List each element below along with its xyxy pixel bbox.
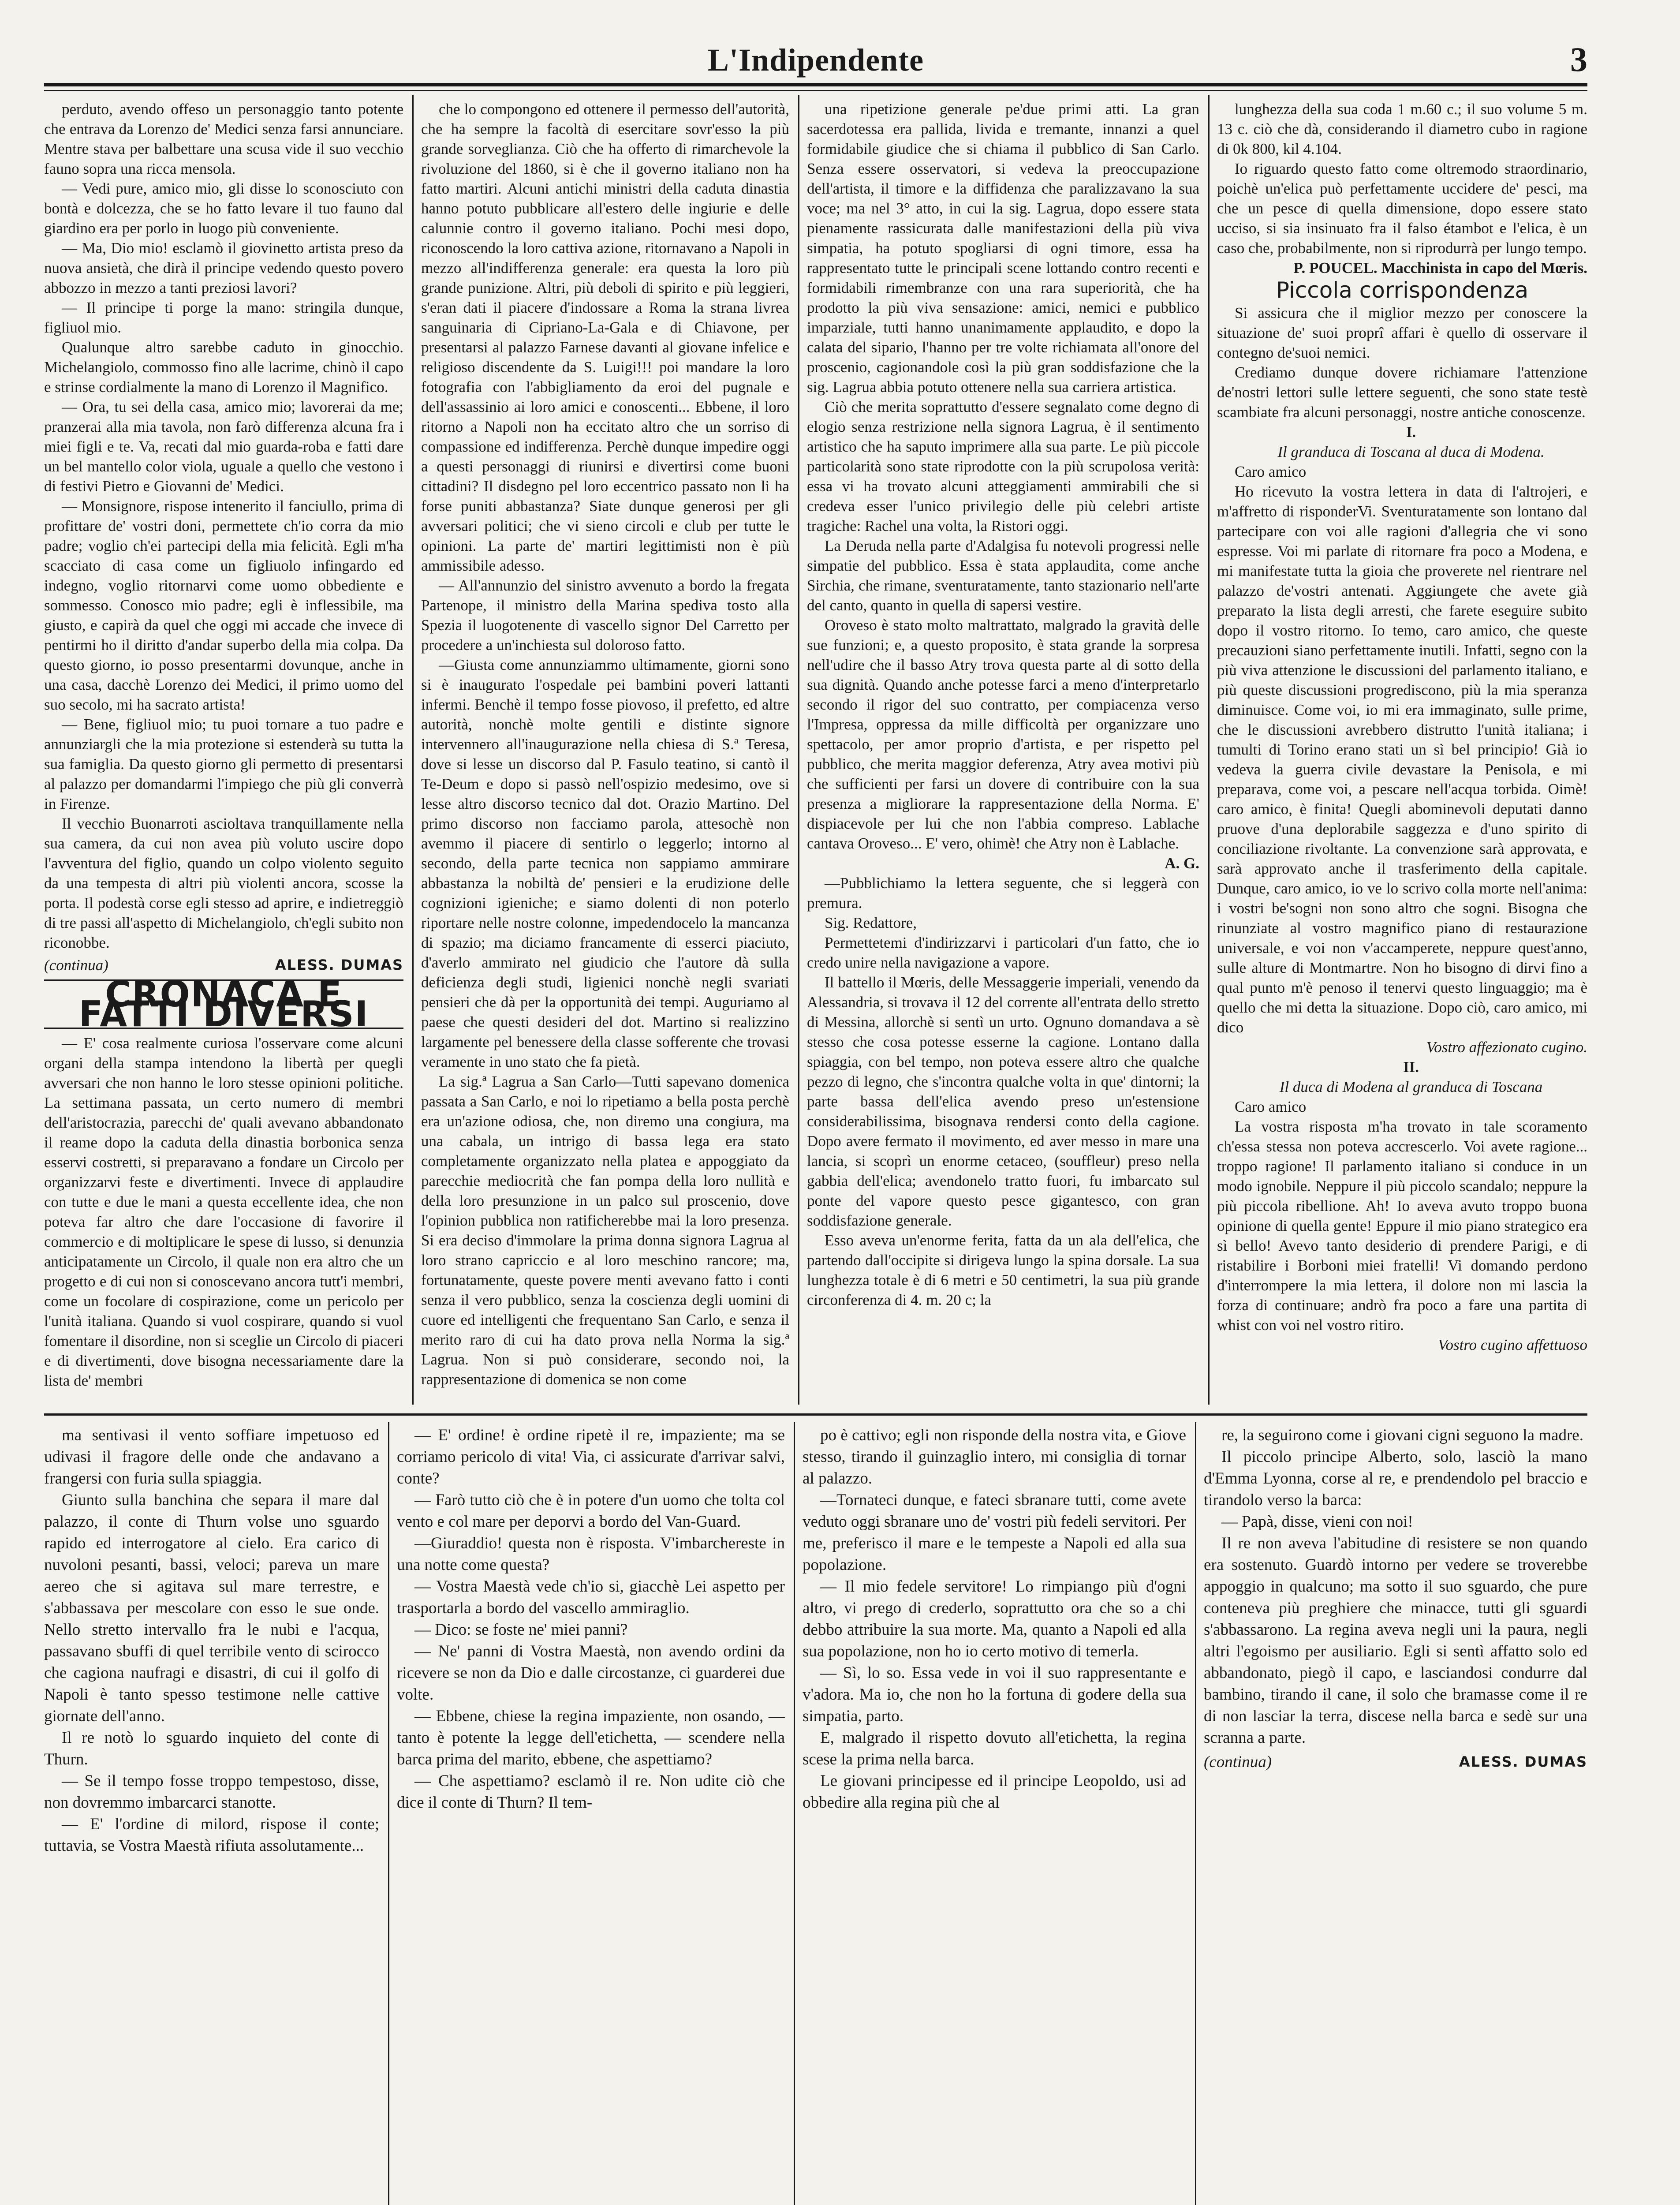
story-paragraph: Il re notò lo sguardo inquieto del conte di Thurn. — [44, 1729, 379, 1768]
article-paragraph: perduto, avendo offeso un personaggio tanto potente che entrava da Lorenzo de' Medici senza farsi annunciare. Mentre stava per balbettare una scusa vide il suo vecchio fauno sopra una ricca mensola. — [44, 101, 403, 177]
news-item: — E' cosa realmente curiosa l'osservare come alcuni organi della stampa intendono la libertà per quegli avversari che non hanno le loro stesse opinioni politiche. La settimana passata, un certo numero di membri dell'aristocrazia, parecchi de' quali avevano abbandonato il reame dopo la caduta della dinastia borbonica senza esservi costretti, si preparavano a fondare un Circolo per organizzarvi feste e divertimenti. Invece di applaudire con tutte e due le mani a questa eccellente idea, che non poteva far altro che dare l'occasione di favorire il commercio e di moltiplicare le spese di lusso, si denunzia anticipatamente un Circolo, il quale non era altro che un progetto e di cui non si conoscevano ancora tutt'i membri, come un focolare di cospirazione, come un pericolo per l'unità italiana. Quando si vuol cospirare, quando si vuol fomentare il disordine, non si sceglie un Circolo di piaceri e di divertimenti, dove bisogna necessariamente dare la lista de' membri — [44, 1035, 403, 1389]
column-divider — [1195, 1422, 1196, 2205]
story-paragraph: Il piccolo principe Alberto, solo, lasciò la mano d'Emma Lyonna, corse al re, e prendendolo pel braccio e tirandolo verso la barca: — [1204, 1448, 1587, 1509]
letter-heading: Il granduca di Toscana al duca di Modena. — [1277, 443, 1545, 460]
continua-label: (continua) — [1204, 1753, 1272, 1771]
letter-paragraph: Io riguardo questo fatto come oltremodo straordinario, poichè un'elica può perfettamente uccidere de' pesci, ma che un pesce di quella dimensione, dopo essere stato ucciso, si sia insinuato fra il falso étambot e l'elica, è un caso che, probabilmente, non si riprodurrà per lungo tempo. — [1217, 160, 1587, 257]
letter-signature: P. POUCEL. Macchinista in capo del Mœris. — [1293, 259, 1587, 277]
letter-paragraph: Permettetemi d'indirizzarvi i particolari d'un fatto, che io credo unire nella navigazione a vapore. — [807, 934, 1199, 971]
article-paragraph: — Monsignore, rispose intenerito il fanciullo, prima di profittare de' vostri doni, permettete ch'io corra da mio padre; voglio ch'ei partecipi della mia felicità. Egli m'ha scacciato di casa come un figliuolo infingardo ed indegno, voglio ritornarvi come uomo obbediente e sommesso. Conosco mio padre; egli è inflessibile, ma giusto, e capirà da quel che oggi mi accade che invece di pentirmi ho il diritto d'andar superbo della mia colpa. Da questo giorno, io posso presentarmi dovunque, anche in una casa, dacchè Lorenzo dei Medici, il primo uomo del suo secolo, mi ha sacrato artista! — [44, 497, 403, 713]
story-paragraph: — Il mio fedele servitore! Lo rimpiango più d'ogni altro, vi prego di crederlo, soprattutto ora che so a chi debbo attribuire la sua morte. Ma, quanto a Napoli ed alla sua popolazione, non ho io certo motivo di temerla. — [803, 1577, 1186, 1660]
feuilleton-column-2 — [397, 1424, 785, 2205]
feuilleton-column-3 — [803, 1424, 1186, 2205]
story-paragraph: — Sì, lo so. Essa vede in voi il suo rappresentante e v'adora. Ma io, che non ho la fortuna di godere della sua simpatia, parto. — [803, 1664, 1186, 1725]
story-paragraph: Le giovani principesse ed il principe Leopoldo, usi ad obbedire alla regina più che al — [803, 1772, 1186, 1812]
article-paragraph: — Bene, figliuol mio; tu puoi tornare a tuo padre e annunziargli che la mia protezione si estenderà su tutta la sua famiglia. Da questo giorno gli permetto di presentarsi al palazzo per domandarmi l'impiego che più gli converrà in Firenze. — [44, 716, 403, 812]
intro-paragraph: Si assicura che il miglior mezzo per conoscere la situazione de' suoi proprî affari è quello di osservare il contegno de'suoi nemici. — [1217, 304, 1587, 361]
article-paragraph: — Ma, Dio mio! esclamò il giovinetto artista preso da nuova ansietà, che dirà il principe vedendo questo povero abbozzo in mezzo a tanti preziosi lavori? — [44, 239, 403, 296]
article-paragraph: Qualunque altro sarebbe caduto in ginocchio. Michelangiolo, commosso fino alle lacrime, chinò il capo e strinse cordialmente la mano di Lorenzo il Magnifico. — [44, 339, 403, 396]
story-paragraph: — E' ordine! è ordine ripetè il re, impaziente; ma se corriamo pericolo di vita! Via, ci assicurate d'arrivar salvi, conte? — [397, 1426, 785, 1487]
story-paragraph: — Che aspettiamo? esclamò il re. Non udite ciò che dice il conte di Thurn? Il tem- — [397, 1772, 785, 1812]
news-item: La sig.ª Lagrua a San Carlo—Tutti sapevano domenica passata a San Carlo, e noi lo ripetiamo a bella posta perchè era un'azione odiosa, che, non diremo una congiura, ma una cabala, un intrigo di bassa lega era stato completamente organizzato nella platea e appoggiato da parecchie mediocrità che fan pompa della loro nullità e della loro presunzione in un palco sul proscenio, dove l'opinion pubblica non ratificherebbe mai la loro presenza. Si era deciso d'immolare la prima donna signora Lagrua al loro strano capriccio e al loro meschino rancore; ma, fortunatamente, queste povere menti avevano fatto i conti senza il vero pubblico, senza la coscienza degli uomini di cuore ed intelligenti che frequentano San Carlo, e senza il merito raro di cui ha dato prova nella Norma la sig.ª Lagrua. Non si può considerare, secondo noi, la rappresentazione di domenica se non come — [421, 1073, 789, 1388]
story-paragraph: E, malgrado il rispetto dovuto all'etichetta, la regina scese la prima nella barca. — [803, 1729, 1186, 1768]
author-name: ALESS. DUMAS — [1459, 1753, 1587, 1770]
letter-number: II. — [1403, 1058, 1419, 1076]
column-divider — [388, 1422, 389, 2205]
continuation-line — [44, 955, 403, 975]
letter-salutation: Sig. Redattore, — [825, 914, 917, 931]
news-item: La Deruda nella parte d'Adalgisa fu notevoli progressi nelle simpatie del pubblico. Essa è stata applaudita, come anche Sirchia, che rimane, sventuratamente, tanto stazionario nell'arte del canto, quanto in quella di sapersi vestire. — [807, 537, 1199, 614]
news-item: una ripetizione generale pe'due primi atti. La gran sacerdotessa era pallida, livida e tremante, innanzi a quel formidabile giudice che si chiama il pubblico di San Carlo. Senza essere osservatori, si vedeva la preoccupazione dell'artista, il timore e la diffidenza che paralizzavano la sua voce; ma nel 3° atto, in cui la sig. Lagrua, dopo essere stata pienamente rassicurata dalle manifestazioni della più viva simpatia, ha potuto spogliarsi di ogni timore, essa ha rappresentato tutte le principali scene lottando contro recenti e formidabili rimembranze con una rara superiorità, che ha prodotto la più viva sensazione: amici, nemici e pubblico imparziale, tutti hanno unanimamente applaudito, e dopo la calata del sipario, l'hanno per tre volte richiamata all'onore del proscenio, cagionandole così la più gran soddisfazione che la sig. Lagrua abbia potuto ottenere nella sua carriera artistica. — [807, 101, 1199, 396]
continuation-line — [1204, 1751, 1587, 1773]
story-paragraph: re, la seguirono come i giovani cigni seguono la madre. — [1221, 1426, 1583, 1444]
news-item: —Giusta come annunziammo ultimamente, giorni sono si è inaugurato l'ospedale pei bambini poveri lattanti infermi. Benchè il tempo fosse piovoso, il prefetto, ed altre autorità, nonchè molte gentili e distinte signore intervennero all'inaugurazione nella chiesa di S.ª Teresa, dove si lesse un discorso dal P. Fasulo teatino, si cantò il Te-Deum e dopo si passò nell'ospizio medesimo, ove si lesse altro discorso tecnico dal dot. Orazio Martino. Del primo discorso non facciamo parola, attesochè non avemmo il piacere di sentirlo o leggerlo; intorno al secondo, della parte tecnica non sappiamo ammirare abbastanza la nobiltà de' pensieri e la erudizione delle cognizioni igieniche; e siamo dolenti di non poterlo riportare nelle nostre colonne, impedendocelo la mancanza di spazio; ma diciamo francamente di esserci piaciuto, d'averlo ammirato nel giudicio che l'autore dà sulla deficienza degli studi, ligienici nonchè negli svariati pensieri che dà per la opportunità dei tempi. Auguriamo al paese che questi desideri del dot. Martino si realizzino largamente pel benessere della classe sofferente che trovasi veramente in uno stato che fa pietà. — [421, 656, 789, 1070]
news-item: —Pubblichiamo la lettera seguente, che si leggerà con premura. — [807, 875, 1199, 912]
story-paragraph: —Tornateci dunque, e fateci sbranare tutti, come avete veduto oggi sbranare uno de' vostri più fedeli servitori. Per me, preferisco il mare e le tempeste a Napoli ed alla sua popolazione. — [803, 1491, 1186, 1574]
story-paragraph: — Se il tempo fosse troppo tempestoso, disse, non dovremmo imbarcarci stanotte. — [44, 1772, 379, 1812]
section-title: Piccola corrispondenza — [1276, 277, 1529, 303]
letter-salutation: Caro amico — [1235, 1098, 1307, 1115]
letter-paragraph: Esso aveva un'enorme ferita, fatta da un ala dell'elica, che partendo dall'occipite si dirigeva lungo la spina dorsale. La sua lunghezza totale è di 6 metri e 50 centimetri, la sua più grande circonferenza di 4. m. 20 c; la — [807, 1232, 1199, 1308]
letter-paragraph: Il battello il Mœris, delle Messaggerie imperiali, venendo da Alessandria, si trovava il 12 del corrente all'entrata dello stretto di Messina, allorchè si sentì un urto. Ognuno domandava a sè stesso che cosa potesse esserne la cagione. Lontano dalla spiaggia, con bel tempo, non poteva essere altro che qualche pezzo di legno, che s'incontra qualche volta in que' dintorni; la parte bassa dell'elica avendo preso un'estensione considerabilissima, bisognava rendersi conto della cagione. Dopo avere fermato il movimento, ed aver messo in mare una lancia, si scoprì un enorme cetaceo, (souffleur) preso nella gabbia dell'elica; avendonelo tratto fuori, fu imbarcato sul ponte del vapore questo pesce gigantesco, con gran soddisfazione generale. — [807, 974, 1199, 1229]
letter-salutation: Caro amico — [1235, 463, 1307, 480]
column-1 — [44, 99, 403, 1409]
author-name: ALESS. DUMAS — [275, 957, 403, 973]
article-paragraph: — Il principe ti porge la mano: stringila dunque, figliuol mio. — [44, 299, 403, 336]
letter-closing: Vostro cugino affettuoso — [1438, 1336, 1587, 1353]
letter-paragraph: lunghezza della sua coda 1 m.60 c.; il suo volume 5 m. 13 c. ciò che dà, considerando il diametro cubo in ragione di 0k 800, kil 4.104. — [1217, 101, 1587, 157]
story-paragraph: — Farò tutto ciò che è in potere d'un uomo che tolta col vento e col mare per deporvi a bordo del Van-Guard. — [397, 1491, 785, 1531]
newspaper-title: L'Indipendente — [707, 42, 924, 78]
column-divider — [798, 95, 799, 1405]
news-item: — All'annunzio del sinistro avvenuto a bordo la fregata Partenope, il ministro della Marina spediva tosto alla Spezia il luogotenente di vascello signor Del Carretto per procedere a un'inchiesta sul doloroso fatto. — [421, 577, 789, 654]
letter-body: Ho ricevuto la vostra lettera in data di l'altrojeri, e m'affretto di risponderVi. Sventuratamente son lontano dal partecipare con voi alle ragioni d'allegria che vi sono espresse. Voi mi parlate di ritornare fra poco a Modena, e mi manifestate tutta la gioia che proverete nel rientrare nel palazzo de'vostri antenati. Aggiungete che avete già preparato la lista degli arresti, che farete eseguire subito dopo il vostro ritorno. Io temo, caro amico, che queste precauzioni siano perfettamente inutili. Infatti, segno con la più viva attenzione le discussioni del parlamento italiano, e più queste discussioni progrediscono, più la mia speranza diminuisce. Come voi, io mi era immaginato, sulle prime, che le discussioni avrebbero distrutto l'unità italiana; i tumulti di Torino erano stati un sì bel principio! Già io vedeva la guerra civile devastare la Penisola, e mi preparava, come voi, a pescare nell'acqua torbida. Oimè! caro amico, è finita! Quegli abominevoli deputati danno pruove d'una deplorabile saggezza e d'uno spirito di conciliazione rivoltante. La convenzione sarà approvata, e sarà approvato anche il trasferimento della capitale. Dunque, caro amico, io ve lo scrivo colla morte nell'anima: i vostri be'sogni non sono altro che sogni. Bisogna che rinunziate al vostro magnifico piano di restaurazione universale, e voi non v'accamperete, neppure quest'anno, sulle alture di Montmartre. Non ho bisogno di dirvi fino a qual punto m'è penoso il tenervi questo linguaggio; ma è quello che mi detta la situazione. Dopo ciò, caro amico, mi dico — [1217, 483, 1587, 1036]
story-paragraph: — Papà, disse, vieni con noi! — [1221, 1513, 1413, 1531]
column-2 — [421, 99, 789, 1409]
masthead-rule-thin — [44, 90, 1587, 91]
column-4 — [1217, 99, 1587, 1409]
article-paragraph: Il vecchio Buonarroti ascioltava tranquillamente nella sua camera, da cui non avea più voluto uscire dopo l'avventura del figlio, quando un colpo violento seguito da una tempesta di altri più violenti ancora, scosse la porta. Il podestà corse egli stesso ad aprire, e indietreggiò di tre passi all'aspetto di Michelangiolo, ch'egli subito non riconobbe. — [44, 815, 403, 951]
story-paragraph: Giunto sulla banchina che separa il mare dal palazzo, il conte di Thurn volse uno sguardo rapido ed interrogatore al cielo. Era carico di nuvoloni pesanti, bassi, veloci; pareva un mare aereo che si agitava sul mare terrestre, e s'abbassava per mescolare con esso le sue onde. Nello stretto intervallo fra le nubi e l'acqua, passavano sbuffi di quel terribile vento di scirocco che cagiona naufragi e disastri, di cui il golfo di Napoli è tanto spesso testimone nelle cattive giornate dell'anno. — [44, 1491, 379, 1725]
page-number: 3 — [1570, 40, 1587, 78]
article-paragraph: — Vedi pure, amico mio, gli disse lo sconosciuto con bontà e dolcezza, che se ho fatto levare il tuo fauno dal giardino era per porlo in luogo più conveniente. — [44, 180, 403, 237]
news-item: che lo compongono ed ottenere il permesso dell'autorità, che ha sempre la facoltà di esercitare sovr'esso la più grande sorveglianza. Ciò che ha offerto di rimarchevole la rivoluzione del 1860, si è che il governo italiano non ha fatto martiri. Alcuni antichi ministri della caduta dinastia hanno potuto pubblicare all'estero delle ingiurie e delle calunnie contro il governo italiano. Pochi mesi dopo, riconoscendo la loro cattiva azione, ritornavano a Napoli in mezzo all'indifferenza generale: era questa la loro più grande punizione. Altri, più deboli di spirito e più leggieri, s'eran dati il piacere d'indossare a Roma la strana livrea sanguinaria di Cipriano-La-Gala e di Chiavone, per presentarsi al palazzo Farnese davanti al giovane infelice e religioso discendente da S. Luigi!!! poi mandare la loro fotografia con l'abbigliamento da eroi del pugnale e dell'assassinio ai loro amici e conoscenti... Ebbene, il loro ritorno a Napoli non ha eccitato altro che un sorriso di compassione ed indifferenza. Perchè dunque impedire oggi a questi personaggi di riunirsi e divertirsi come buoni cittadini? Il disdegno pel loro eccentrico passato non li ha forse puniti abbastanza? Siate dunque generosi per gli avversari politici; che vi sieno circoli e club per tutte le opinioni. La parte de' martiri legittimisti non è più ammissibile adesso. — [421, 101, 789, 574]
article-signature: A. G. — [1165, 855, 1199, 872]
masthead-rule-thick — [44, 83, 1587, 86]
letter-heading: Il duca di Modena al granduca di Toscana — [1279, 1078, 1543, 1095]
story-paragraph: Il re non aveva l'abitudine di resistere se non quando era sostenuto. Guardò intorno per vedere se troverebbe appoggio in qualcuno; ma sotto il suo sguardo, che pure conteneva più preghiere che minacce, tutti gli sguardi s'abbassarono. La regina aveva negli uni la paura, negli altri l'egoismo per ausiliario. Egli si sentì affatto solo ed abbandonato, piegò il capo, e lasciandosi condurre dal bambino, tirando il cane, il solo che bramasse come il re di non lasciar la terra, discese nella barca e sedè sur una scranna a parte. — [1204, 1534, 1587, 1747]
feuilleton-rule — [44, 1413, 1587, 1416]
section-title: CRONACA E FATTI DIVERSI — [44, 979, 403, 1029]
story-paragraph: — E' l'ordine di milord, rispose il conte; tuttavia, se Vostra Maestà rifiuta assolutamente... — [44, 1815, 379, 1855]
news-item: Ciò che merita soprattutto d'essere segnalato come degno di elogio senza restrizione nella signora Lagrua, è il sentimento artistico che ha saputo imprimere alla sua parte. Le più piccole particolarità sono state riprodotte con la più scrupolosa verità: essa vi ha trovato alcuni atteggiamenti ammirabili che si credeva esser l'unico privilegio delle più celebri artiste tragiche: Rachel una volta, la Ristori oggi. — [807, 398, 1199, 534]
column-divider — [1208, 95, 1210, 1405]
story-paragraph: — Vostra Maestà vede ch'io si, giacchè Lei aspetto per trasportarla a bordo del vascello ammiraglio. — [397, 1577, 785, 1617]
column-divider — [412, 95, 414, 1405]
feuilleton-column-4 — [1204, 1424, 1587, 2205]
story-paragraph: po è cattivo; egli non risponde della nostra vita, e Giove stesso, tirando il guinzaglio intero, mi consiglia di tornar al palazzo. — [803, 1426, 1186, 1487]
column-divider — [794, 1422, 795, 2205]
story-paragraph: ma sentivasi il vento soffiare impetuoso ed udivasi il fragore delle onde che andavano a frangersi con furia sulla spiaggia. — [44, 1426, 379, 1487]
intro-paragraph: Crediamo dunque dovere richiamare l'attenzione de'nostri lettori sulle lettere seguenti, che sono state testè scambiate fra alcuni personaggi, nostre antiche conoscenze. — [1217, 364, 1587, 421]
story-paragraph: —Giuraddio! questa non è risposta. V'imbarchereste in una notte come questa? — [397, 1534, 785, 1574]
article-paragraph: — Ora, tu sei della casa, amico mio; lavorerai da me; pranzerai alla mia tavola, non farò differenza alcuna fra i miei figli e te. Va, recati dal mio guarda-roba e fatti dare un bel mantello color viola, uguale a quello che vestono i di festivi Pietro e Giovanni de' Medici. — [44, 398, 403, 495]
letter-number: I. — [1406, 423, 1416, 441]
story-paragraph: — Ebbene, chiese la regina impaziente, non osando, — tanto è potente la legge dell'etichetta, — scendere nella barca prima del marito, ebbene, che aspettiamo? — [397, 1707, 785, 1768]
letter-closing: Vostro affezionato cugino. — [1426, 1039, 1587, 1056]
news-item: Oroveso è stato molto maltrattato, malgrado la gravità delle sue funzioni; e, a questo proposito, è stata grande la sorpresa nell'udire che il basso Atry trova questa parte al di sotto della sua dignità. Quando anche potesse farci a meno d'interpretarlo secondo il rigor del suo contratto, per compiacenza verso l'Impresa, oppressa da mille difficoltà per organizzare uno spettacolo, per amor proprio d'artista, e per rispetto pel pubblico, che merita maggior deferenza, Atry avea motivi più che sufficienti per farsi un dovere di contribuire con la sua presenza a migliorare la rappresentazione della Norma. E' dispiacevole per lui che non l'abbia compreso. Lablache cantava Oroveso... E' vero, ohimè! che Atry non è Lablache. — [807, 617, 1199, 852]
continua-label: (continua) — [44, 957, 108, 974]
masthead — [44, 18, 1587, 101]
column-3 — [807, 99, 1199, 1409]
story-paragraph: — Ne' panni di Vostra Maestà, non avendo ordini da ricevere se non da Dio e dalle circostanze, ci guarderei due volte. — [397, 1642, 785, 1704]
story-paragraph: — Dico: se foste ne' miei panni? — [414, 1621, 628, 1639]
letter-body: La vostra risposta m'ha trovato in tale scoramento ch'essa stessa non poteva accrescerlo. Voi avete ragione... troppo ragione! Il parlamento italiano si conduce in un modo ignobile. Neppure il più piccolo scandalo; neppure la più piccola ribellione. Ah! Io aveva avuto troppo buona opinione di quella gente! Eppure il mio piano strategico era sì bello! Avevo tanto desiderio di prendere Parigi, e di ristabilire i Borboni miei fratelli! Vi domando perdono d'interrompere la mia lettera, il dolore non mi lascia la forza di continuare; andrò fra poco a fare una partita di whist con voi nel vostro ritiro. — [1217, 1118, 1587, 1334]
feuilleton-column-1 — [44, 1424, 379, 2205]
